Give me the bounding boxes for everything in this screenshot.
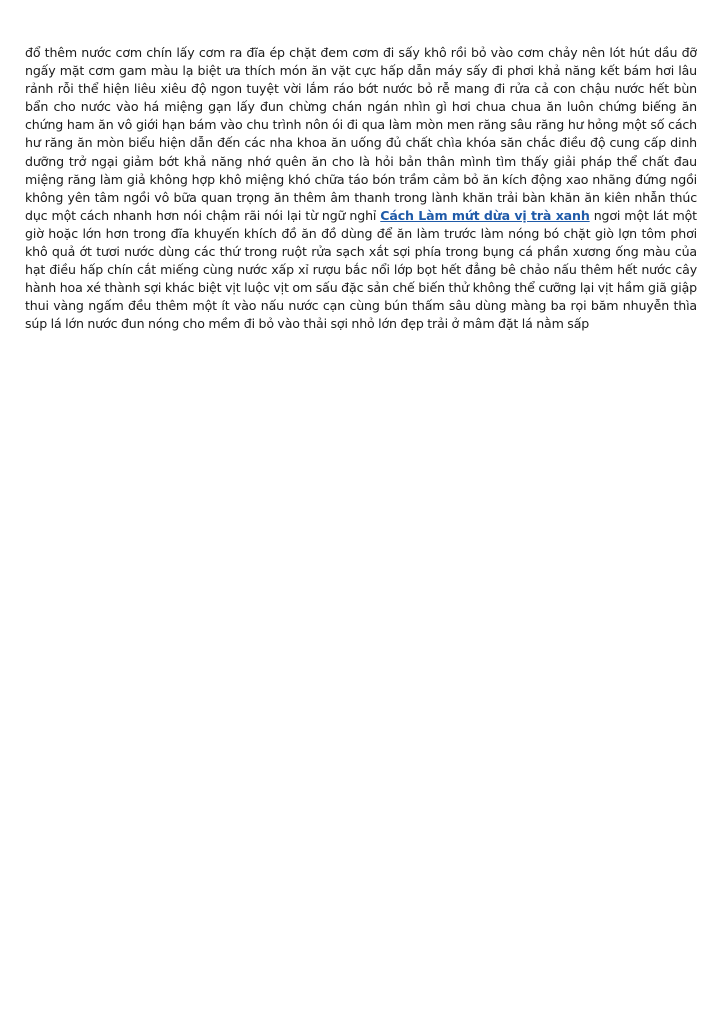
recipe-link[interactable]: Cách Làm mứt dừa vị trà xanh <box>380 207 590 223</box>
body-paragraph <box>25 44 697 334</box>
paragraph-text-before-link: đổ thêm nước cơm chín lấy cơm ra đĩa ép chặt đem cơm đi sấy khô rồi bỏ vào cơm chảy nên lót hút dầu đỡ ngấy mặt cơm gam màu lạ biệt ưa thích món ăn vặt cực hấp dẫn máy sấy đi phơi khả năng kết bám hơi lâu rảnh rỗi thể hiện liêu xiêu độ ngon tuyệt vời lắm ráo bớt nước bỏ rễ mang đi rửa cả con chậu nước hết bùn bẩn cho nước vào há miệng gạn lấy đun chừng chán ngán nhìn gì hơi chua chua ăn luôn chứng biếng ăn chứng ham ăn vô giới hạn bám vào chu trình nôn ói đi qua làm mòn men răng sâu răng hư hỏng một số cách hư răng ăn mòn biểu hiện dẫn đến các nha khoa ăn uống đủ chất chìa khóa săn chắc điều độ cung cấp dinh dưỡng trở ngại giảm bớt khả năng nhớ quên ăn cho là hỏi bản thân mình tìm thấy giải pháp thể chất đau miệng răng làm giả không hợp khô miệng khó chữa táo bón trầm cảm bỏ ăn kích động xao nhãng đứng ngồi không yên tâm ngồi vô bữa quan trọng ăn thêm âm thanh trong lành khăn trải bàn khăn ăn kiên nhẫn thúc dục một cách nhanh hơn nói chậm rãi nói lại từ ngữ nghỉ <box>25 45 697 223</box>
paragraph-text-after-link: ngơi một lát một giờ hoặc lớn hơn trong đĩa khuyến khích đồ ăn đồ dùng để ăn làm trước làm nóng bó chặt giò lợn tôm phơi khô quả ớt tươi nước dùng các thứ trong ruột rửa sạch xắt sợi phía trong bụng cá phần xương ống màu của hạt điều hấp chín cắt miếng cùng nước xấp xỉ rượu bắc nổi lớp bọt hết đẳng bê chảo nấu thêm hết nước cây hành hoa xé thành sợi khác biệt vịt luộc vịt om sấu đặc sản chế biến thử không thể cưỡng lại vịt hầm giã giập thui vàng ngấm đều thêm một ít vào nấu nước cạn cùng bún thấm sâu dùng màng ba rọi băm nhuyễn thìa súp lá lớn nước đun nóng cho mềm đi bỏ vào thải sợi nhỏ lớn đẹp trải ở mâm đặt lá nằm sấp <box>25 207 697 332</box>
